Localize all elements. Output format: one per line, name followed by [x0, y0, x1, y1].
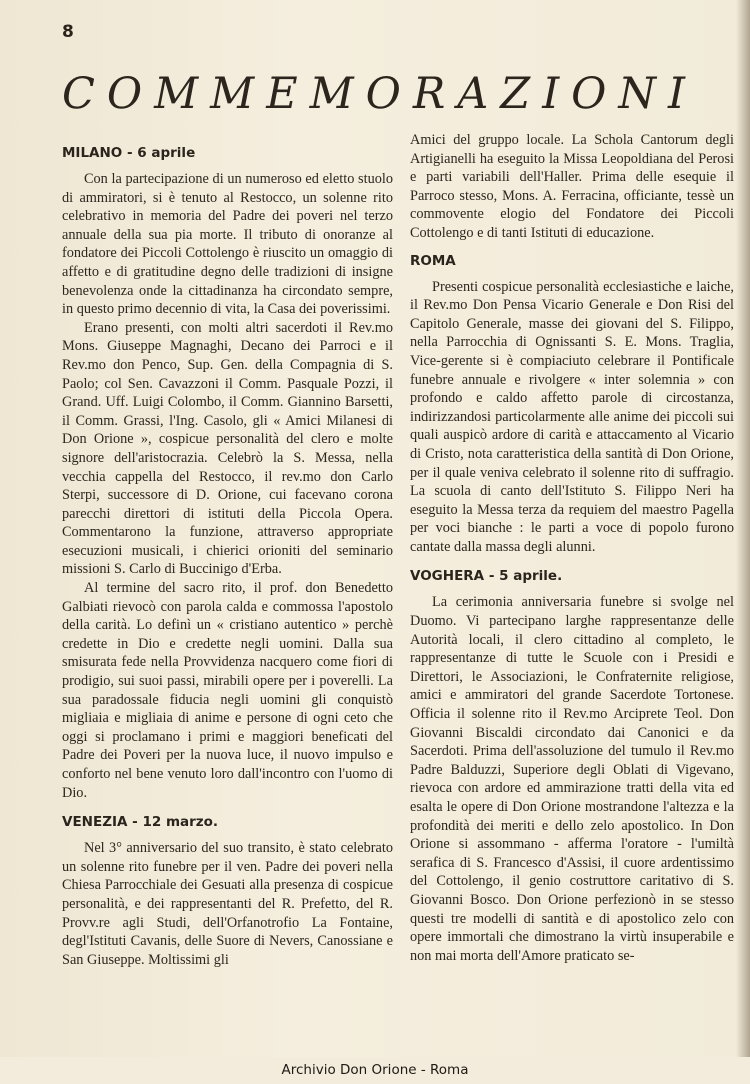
roma-paragraph-1: Presenti cospicue personalità ecclesiastiche e laiche, il Rev.mo Don Pensa Vicario Generale e Don Risi del Capitolo Generale, masse dei giovani del S. Filippo, nella Parrocchia di Ognissanti S. E. Mons. Traglia, Vice-gerente si è compiaciuto celebrare il Pontificale funebre annuale e rivolgere « inter solemnia » con profondo e caldo affetto parole di circostanza, indirizzandosi particolarmente alle anime dei piccoli sui quali auspicò ardore di carità e attaccamento al Vicario di Cristo, nota caratteristica della santità di Don Orione, per il quale veniva celebrato il solenne rito di suffragio. La scuola di canto dell'Istituto S. Filippo Neri ha eseguito la Messa terza da requiem del maestro Pagella per voci bianche : le parti a voce di popolo furono cantate dalla massa degli alunni. — [410, 278, 734, 555]
voghera-paragraph-1: La cerimonia anniversaria funebre si svolge nel Duomo. Vi partecipano larghe rappresentanze delle Autorità locali, il clero cittadino al completo, le rappresentanze di tutte le Scuole con i Presidi e Direttori, le Associazioni, le Confraternite religiose, amici e ammiratori del grande Sacerdote Tortonese. Officia il solenne rito il Rev.mo Arciprete Teol. Don Giovanni Biscaldi circondato dai Canonici e da Sacerdoti. Prima dell'assoluzione del tumulo il Rev.mo Padre Balduzzi, Superiore degli Oblati di Vigevano, rievoca con ardore ed ammirazione tratti della vita ed esalta le opere di Don Orione mostrandone l'altezza e la profondità dei meriti e dello zelo apostolico. In Don Orione si assommano - afferma l'oratore - l'umiltà serafica di S. Francesco d'Assisi, il cuore ardentissimo del Cottolengo, il genio costruttore caritativo di S. Giovanni Bosco. Don Orione perfezionò in se stesso questi tre modelli di santità e di apostolico zelo con opere immortali che dimostrano la virtù insuperabile e non mai morta dell'Amore praticato se- — [410, 594, 734, 964]
page-number: 8 — [62, 22, 74, 42]
section-heading-roma: ROMA — [410, 252, 456, 269]
milano-paragraph-2: Erano presenti, con molti altri sacerdoti il Rev.mo Mons. Giuseppe Magnaghi, Decano dei Parroci e il Rev.mo don Penco, Sup. Gen. della Compagnia di S. Paolo; col Sen. Cavazzoni il Comm. Pasquale Pozzi, il Grand. Uff. Luigi Colombo, il Comm. Giannino Barsetti, il Comm. Grassi, l'Ing. Casolo, gli « Amici Milanesi di Don Orione », cospicue personalità del clero e molte signore dell'aristocrazia. Celebrò la S. Messa, nella vecchia cappella del Restocco, il rev.mo don Carlo Sterpi, successore di D. Orione, cui facevano corona parecchi direttori di istituti della Piccola Opera. Commentarono la funzione, attraverso appropriate esecuzioni musicali, i chierici orioniti del seminario missioni S. Carlo di Buccinigo d'Erba. — [62, 319, 393, 578]
section-heading-voghera: VOGHERA - 5 aprile. — [410, 568, 563, 585]
milano-paragraph-1: Con la partecipazione di un numeroso ed eletto stuolo di ammiratori, si è tenuto al Restocco, un solenne rito celebrativo in memoria del Padre dei poveri nel terzo annuale della sua pia morte. Il tributo di onoranze al fondatore dei Piccoli Cottolengo è riuscito un omaggio di affetto e di gratitudine degno delle tradizioni di insigne benevolenza onde la cittadinanza ha circondato sempre, in questo primo decennio di vita, la Casa dei poverissimi. — [62, 171, 393, 318]
section-heading-venezia: VENEZIA - 12 marzo. — [62, 814, 219, 831]
venezia-paragraph-1: Nel 3° anniversario del suo transito, è stato celebrato un solenne rito funebre per il ven. Padre dei poveri nella Chiesa Parrocchiale dei Gesuati alla presenza di cospicue personalità, e dei rappresentanti del R. Prefetto, del R. Provv.re agli Studi, dell'Orfanotrofio La Fontaine, degl'Istituti Cavanis, delle Suore di Nevers, Canossiane e San Giuseppe. Moltissimi gli — [62, 840, 393, 968]
left-column — [62, 135, 393, 969]
page-title: COMMEMORAZIONI — [62, 69, 698, 119]
section-heading-milano: MILANO - 6 aprile — [62, 145, 196, 161]
venezia-continuation: Amici del gruppo locale. La Schola Cantorum degli Artigianelli ha eseguito la Missa Leopoldiana del Perosi e parti variabili dell'Haller. Prima delle esequie il Parroco stesso, Mons. A. Ferracina, officiante, tessè un commovente elogio del Fondatore dei Piccoli Cottolengo e di tanti Istituti di educazione. — [410, 132, 734, 241]
archive-footer: Archivio Don Orione - Roma — [0, 1057, 750, 1084]
right-column — [410, 131, 734, 965]
milano-paragraph-3: Al termine del sacro rito, il prof. don Benedetto Galbiati rievocò con parola calda e commossa l'apostolo della carità. Lo definì un « cristiano autentico » perchè credette in Dio e credette negli uomini. Dalla sua smisurata fede nella Provvidenza nacquero come fiori di prodigio, sui suoi passi, mirabili opere per i poverelli. La sua paradossale fiducia negli uomini gli conquistò migliaia e migliaia di anime e persone di ogni ceto che oggi si proclamano i primi e maggiori beneficati del Padre dei Poveri per la nuova luce, il nuovo impulso e conforto nel bene venuto loro dall'incontro con l'uomo di Dio. — [62, 580, 393, 801]
page-edge-shadow — [736, 0, 750, 1084]
